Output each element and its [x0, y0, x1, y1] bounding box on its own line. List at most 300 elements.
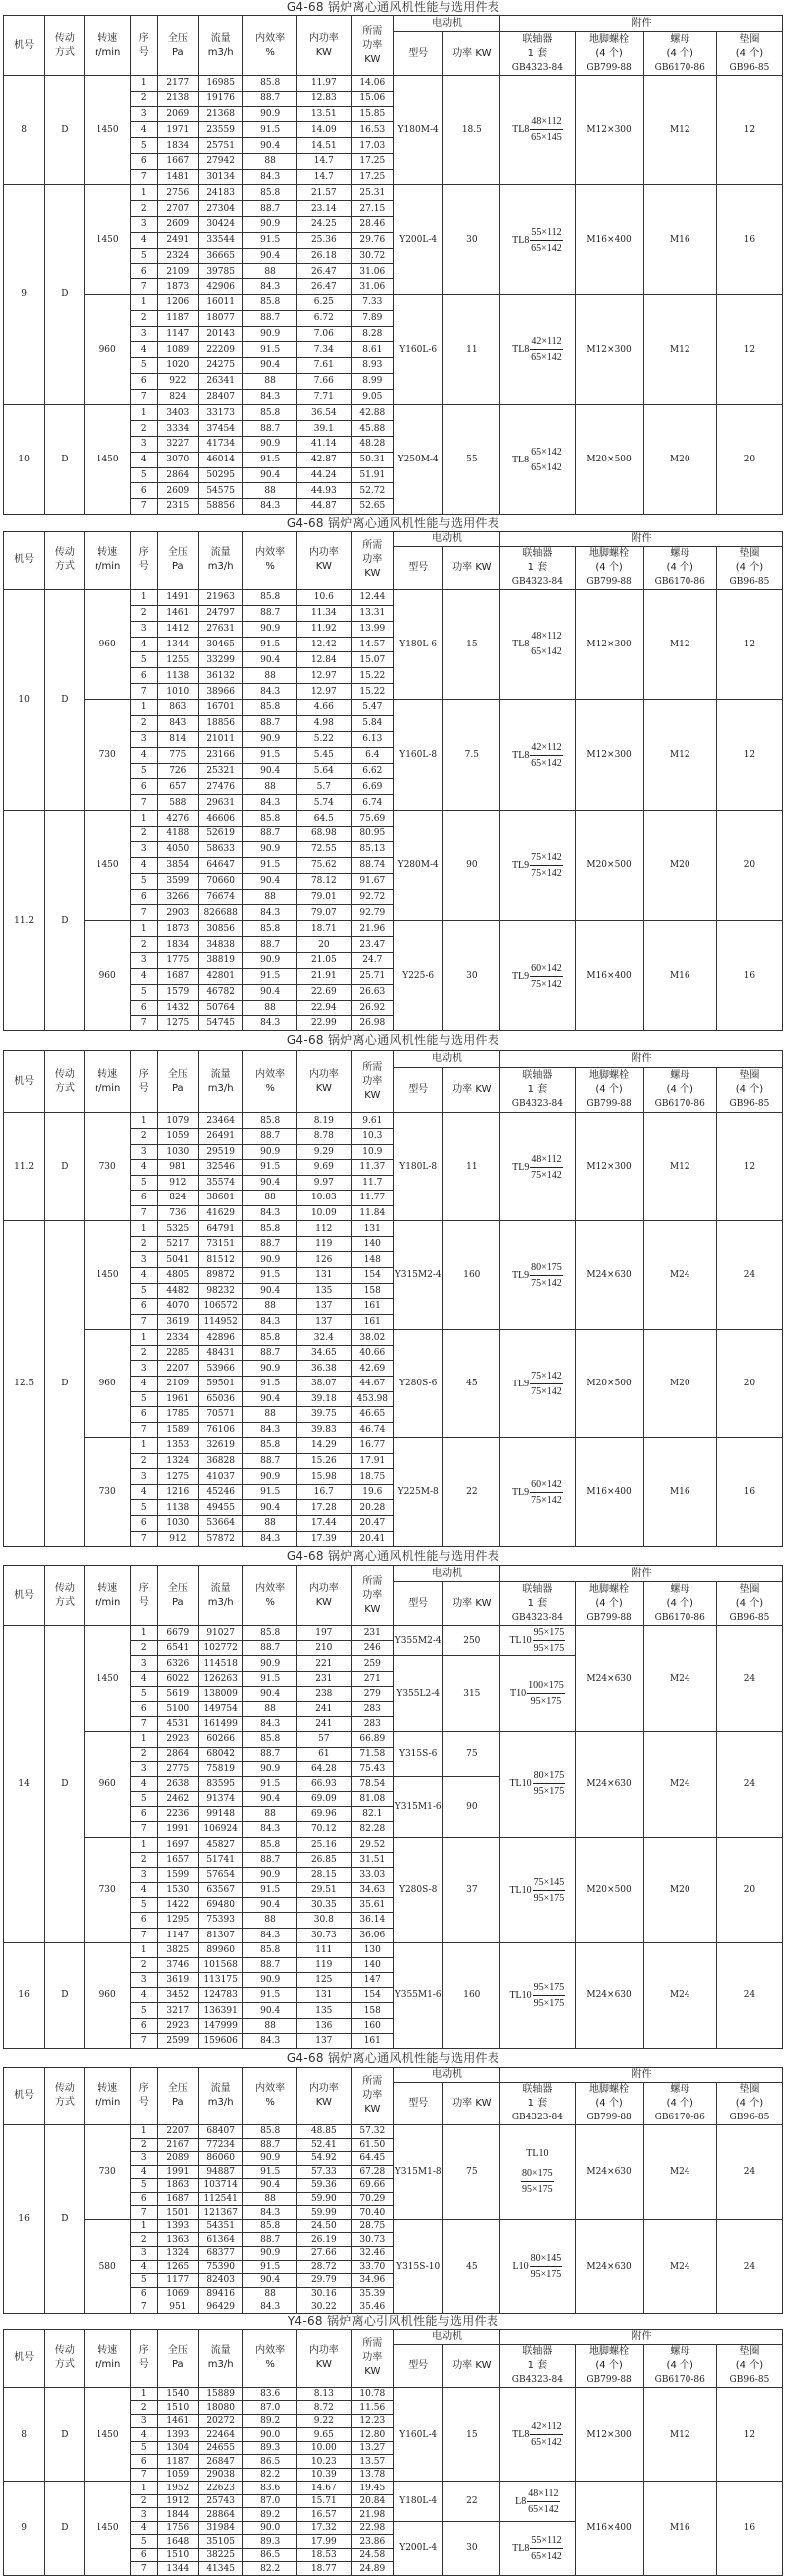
internal-power: 8.78 [296, 1128, 351, 1144]
coupling-driven-end: 65×142 [531, 757, 562, 769]
required-power: 271 [351, 1671, 393, 1686]
speed-rpm: 730 [85, 2124, 130, 2219]
coupling-driven-end: 95×175 [522, 2183, 553, 2195]
total-pressure: 3854 [157, 857, 198, 873]
col-drive-line: 传动 [54, 1068, 75, 1080]
efficiency: 90.9 [243, 217, 297, 233]
required-power: 21.96 [351, 921, 393, 937]
coupling-spec [512, 226, 563, 255]
col-seq-line: 序 [138, 1582, 149, 1594]
efficiency: 88.7 [243, 201, 297, 217]
required-power: 35.46 [351, 2300, 393, 2314]
required-power: 44.67 [351, 1376, 393, 1391]
coupling-driven-end: 95×175 [530, 2269, 562, 2281]
efficiency: 90.4 [243, 873, 297, 889]
col-efficiency-line: % [265, 561, 275, 573]
washer: 24 [716, 1942, 782, 2048]
efficiency: 85.8 [243, 921, 297, 937]
motor-model: Y180L-6 [393, 589, 443, 699]
flow-rate: 121367 [198, 2206, 242, 2220]
required-power: 23.86 [351, 2535, 393, 2549]
seq-no: 5 [130, 763, 157, 779]
col-drive-line: 传动 [54, 32, 75, 44]
anchor-bolt: M24×630 [575, 2219, 643, 2313]
flow-rate: 124783 [198, 1988, 242, 2003]
total-pressure: 657 [157, 779, 198, 795]
required-power: 70.40 [351, 2206, 393, 2220]
total-pressure: 1971 [157, 122, 198, 138]
motor-power: 37 [443, 1837, 500, 1942]
efficiency: 85.8 [243, 1626, 297, 1641]
flow-rate: 58856 [198, 499, 242, 515]
seq-no: 1 [130, 1330, 157, 1346]
efficiency: 90.4 [243, 248, 297, 264]
col-pressure [157, 1051, 198, 1113]
col-washer [716, 1068, 782, 1113]
seq-no: 2 [130, 1641, 157, 1656]
coupling-fraction [530, 2420, 562, 2449]
total-pressure: 2462 [157, 1792, 198, 1807]
col-pressure [157, 531, 198, 589]
efficiency: 85.8 [243, 1438, 297, 1454]
total-pressure: 2864 [157, 1747, 198, 1761]
internal-power: 17.32 [296, 2521, 351, 2535]
col-coupling [500, 2082, 575, 2124]
coupling-model: TL8 [512, 639, 530, 650]
total-pressure: 1834 [157, 138, 198, 154]
col-seq [130, 531, 157, 589]
motor-power: 11 [443, 1113, 500, 1221]
seq-no: 1 [130, 589, 157, 605]
coupling-cell [500, 1837, 575, 1942]
col-anchor-bolt [575, 2082, 643, 2124]
table-row [4, 76, 783, 92]
motor-power: 75 [443, 2124, 500, 2219]
seq-no: 1 [130, 700, 157, 716]
coupling-fraction [530, 851, 563, 880]
anchor-bolt: M24×630 [575, 1942, 643, 2048]
internal-power: 14.7 [296, 169, 351, 185]
col-washer-line: GB96-85 [729, 2374, 770, 2385]
total-pressure: 1697 [157, 1837, 198, 1852]
col-motor-power-label: 功率 KW [452, 2097, 491, 2109]
seq-no: 4 [130, 2260, 157, 2274]
flow-rate: 18080 [198, 2401, 242, 2415]
coupling-spec [512, 851, 563, 880]
col-speed-line: 转速 [98, 1582, 118, 1594]
total-pressure: 2089 [157, 2152, 198, 2166]
coupling-drive-end: 55×112 [530, 2534, 562, 2549]
efficiency: 90.4 [243, 1792, 297, 1807]
total-pressure: 2491 [157, 232, 198, 248]
coupling-spec [512, 1370, 563, 1398]
internal-power: 39.1 [296, 421, 351, 437]
efficiency: 91.5 [243, 452, 297, 467]
seq-no: 1 [130, 1626, 157, 1641]
table-row [4, 294, 783, 310]
col-efficiency-line: 内效率 [255, 547, 286, 559]
col-nut-line: (4 个) [666, 1084, 693, 1096]
seq-no: 7 [130, 2562, 157, 2576]
coupling-fraction [521, 2167, 554, 2196]
internal-power: 44.24 [296, 467, 351, 483]
internal-power: 59.36 [296, 2179, 351, 2193]
efficiency: 86.5 [243, 2455, 297, 2469]
coupling-fraction [533, 1626, 566, 1655]
col-seq-line: 序 [138, 1068, 149, 1080]
coupling-model: TL10 [526, 2147, 549, 2159]
coupling-model: TL8 [512, 749, 530, 761]
seq-no: 7 [130, 1015, 157, 1031]
total-pressure: 5619 [157, 1686, 198, 1701]
speed-rpm: 960 [85, 294, 130, 404]
flow-rate: 68377 [198, 2247, 242, 2261]
efficiency: 85.8 [243, 76, 297, 92]
required-power: 20.41 [351, 1531, 393, 1547]
coupling-spec [509, 1981, 565, 2010]
efficiency: 90.9 [243, 621, 297, 637]
col-internal-power-line: KW [315, 2359, 332, 2371]
nut: M24 [643, 1626, 716, 1732]
total-pressure: 3452 [157, 1988, 198, 2003]
internal-power: 70.12 [296, 1822, 351, 1837]
efficiency: 85.8 [243, 294, 297, 310]
internal-power: 39.18 [296, 1391, 351, 1407]
total-pressure: 912 [157, 1175, 198, 1191]
required-power: 22.98 [351, 2521, 393, 2535]
col-seq [130, 2329, 157, 2387]
seq-no: 6 [130, 2455, 157, 2469]
performance-table [3, 2067, 783, 2314]
internal-power: 137 [296, 1299, 351, 1315]
flow-rate: 23559 [198, 122, 242, 138]
col-washer-line: (4 个) [735, 2097, 764, 2109]
required-power: 13.57 [351, 2455, 393, 2469]
col-motor-power [443, 2082, 500, 2124]
efficiency: 90.9 [243, 436, 297, 452]
col-anchor-bolt-line: GB799-88 [586, 2112, 632, 2122]
flow-rate: 36132 [198, 668, 242, 684]
efficiency: 88 [243, 1516, 297, 1532]
col-efficiency-line: % [265, 1082, 275, 1094]
flow-rate: 42906 [198, 279, 242, 295]
machine-no: 9 [4, 185, 45, 405]
total-pressure: 2903 [157, 905, 198, 921]
total-pressure: 1461 [157, 605, 198, 621]
total-pressure: 1844 [157, 2508, 198, 2522]
coupling-fraction [530, 226, 562, 255]
internal-power: 78.12 [296, 873, 351, 889]
seq-no: 5 [130, 1175, 157, 1191]
required-power: 24.89 [351, 2562, 393, 2576]
efficiency: 85.8 [243, 1942, 297, 1957]
seq-no: 3 [130, 1469, 157, 1485]
col-seq [130, 1051, 157, 1113]
col-seq [130, 16, 157, 76]
total-pressure: 3619 [157, 1314, 198, 1330]
efficiency: 88.7 [243, 421, 297, 437]
col-drive-line: 传动 [54, 2345, 75, 2357]
col-flow-line: m3/h [207, 2097, 234, 2109]
total-pressure: 2138 [157, 91, 198, 106]
speed-rpm: 730 [85, 1113, 130, 1221]
required-power: 6.13 [351, 731, 393, 747]
seq-no: 1 [130, 2219, 157, 2233]
efficiency: 88 [243, 889, 297, 905]
coupling-drive-end: 48×112 [530, 115, 562, 130]
coupling-driven-end: 75×142 [531, 867, 562, 879]
total-pressure: 3746 [157, 1957, 198, 1972]
flow-rate: 33173 [198, 405, 242, 421]
required-power: 52.65 [351, 499, 393, 515]
total-pressure: 1138 [157, 1500, 198, 1516]
col-group-motor-label: 电动机 [432, 17, 463, 29]
table-header [4, 1051, 783, 1113]
col-flow-line: m3/h [207, 1082, 234, 1094]
col-motor-power-label: 功率 KW [452, 2359, 491, 2371]
col-internal-power-line: 内功率 [308, 2345, 339, 2357]
efficiency: 83.6 [243, 2482, 297, 2495]
table-row [4, 1221, 783, 1237]
required-power: 64.45 [351, 2152, 393, 2166]
seq-no: 4 [130, 1484, 157, 1500]
internal-power: 14.09 [296, 122, 351, 138]
efficiency: 88.7 [243, 2233, 297, 2247]
motor-model: Y280S-6 [393, 1330, 443, 1438]
col-coupling-line: 1 套 [527, 47, 548, 59]
total-pressure: 1363 [157, 2233, 198, 2247]
table-title: G4-68 锅炉离心通风机性能与选用件表 [286, 2050, 500, 2065]
required-power: 158 [351, 2003, 393, 2018]
seq-no: 7 [130, 1531, 157, 1547]
internal-power: 28.15 [296, 1867, 351, 1882]
table-header [4, 1566, 783, 1626]
total-pressure: 1952 [157, 2482, 198, 2495]
flow-rate: 76674 [198, 889, 242, 905]
required-power: 24.7 [351, 953, 393, 969]
seq-no: 2 [130, 715, 157, 731]
coupling-spec [515, 2487, 559, 2516]
flow-rate: 27476 [198, 779, 242, 795]
table-body [4, 1113, 783, 1547]
required-power: 34.96 [351, 2274, 393, 2288]
motor-model: Y315M1-6 [393, 1776, 443, 1837]
total-pressure: 1657 [157, 1852, 198, 1867]
speed-rpm: 1450 [85, 1221, 130, 1330]
motor-model: Y200L-4 [393, 2521, 443, 2575]
col-group-motor-label: 电动机 [432, 2068, 463, 2080]
efficiency: 91.5 [243, 1484, 297, 1500]
coupling-cell [500, 405, 575, 514]
internal-power: 23.14 [296, 201, 351, 217]
total-pressure: 1648 [157, 2535, 198, 2549]
efficiency: 88 [243, 2192, 297, 2206]
col-efficiency-line: 内效率 [255, 1068, 286, 1080]
flow-rate: 30134 [198, 169, 242, 185]
col-machine-no-label: 机号 [14, 1589, 35, 1601]
flow-rate: 46606 [198, 811, 242, 827]
nut: M12 [643, 700, 716, 811]
efficiency: 85.8 [243, 1113, 297, 1129]
internal-power: 26.47 [296, 279, 351, 295]
efficiency: 91.5 [243, 747, 297, 763]
col-flow-line: 流量 [210, 2083, 231, 2095]
flow-rate: 29519 [198, 1144, 242, 1160]
washer: 20 [716, 405, 782, 514]
table-header [4, 531, 783, 589]
anchor-bolt: M24×630 [575, 1221, 643, 1330]
coupling-drive-end: 48×112 [530, 630, 562, 644]
seq-no: 6 [130, 1407, 157, 1423]
total-pressure: 2864 [157, 467, 198, 483]
efficiency: 90.4 [243, 2003, 297, 2018]
anchor-bolt: M12×300 [575, 2387, 643, 2482]
nut: M24 [643, 1942, 716, 2048]
speed-rpm: 1450 [85, 76, 130, 185]
col-required-power-line: 所需 [362, 25, 383, 37]
required-power: 33.03 [351, 1867, 393, 1882]
total-pressure: 1863 [157, 2179, 198, 2193]
required-power: 35.39 [351, 2287, 393, 2300]
efficiency: 84.3 [243, 1015, 297, 1031]
seq-no: 4 [130, 1671, 157, 1686]
total-pressure: 1873 [157, 921, 198, 937]
required-power: 259 [351, 1656, 393, 1671]
col-efficiency-line: 内效率 [255, 2083, 286, 2095]
efficiency: 90.0 [243, 2521, 297, 2535]
performance-table [3, 15, 783, 515]
internal-power: 79.07 [296, 905, 351, 921]
internal-power: 9.97 [296, 1175, 351, 1191]
seq-no: 1 [130, 76, 157, 92]
total-pressure: 1304 [157, 2441, 198, 2455]
required-power: 61.50 [351, 2138, 393, 2152]
total-pressure: 3334 [157, 421, 198, 437]
required-power: 140 [351, 1957, 393, 1972]
internal-power: 5.22 [296, 731, 351, 747]
internal-power: 9.22 [296, 2414, 351, 2428]
col-anchor-bolt-line: 地脚螺栓 [589, 1070, 630, 1082]
required-power: 16.53 [351, 122, 393, 138]
seq-no: 5 [130, 1898, 157, 1913]
internal-power: 30.8 [296, 1913, 351, 1928]
efficiency: 88.7 [243, 605, 297, 621]
coupling-model: TL9 [511, 970, 530, 982]
internal-power: 79.01 [296, 889, 351, 905]
efficiency: 90.4 [243, 1175, 297, 1191]
required-power: 6.69 [351, 779, 393, 795]
efficiency: 84.3 [243, 2033, 297, 2048]
efficiency: 88 [243, 1299, 297, 1315]
col-anchor-bolt-line: GB799-88 [586, 62, 632, 73]
efficiency: 90.4 [243, 1500, 297, 1516]
col-motor-model-label: 型号 [408, 561, 429, 573]
flow-rate: 83595 [198, 1776, 242, 1791]
flow-rate: 101568 [198, 1957, 242, 1972]
flow-rate: 41629 [198, 1205, 242, 1221]
seq-no: 3 [130, 841, 157, 857]
efficiency: 90.9 [243, 1656, 297, 1671]
col-washer [716, 546, 782, 589]
table-title: G4-68 锅炉离心通风机性能与选用件表 [286, 0, 500, 14]
col-nut-line: 螺母 [670, 2083, 690, 2095]
col-required-power-line: KW [364, 2104, 381, 2116]
required-power: 69.66 [351, 2179, 393, 2193]
nut: M12 [643, 294, 716, 404]
coupling-drive-end: 42×112 [530, 741, 562, 756]
flow-rate: 18856 [198, 715, 242, 731]
required-power: 20.47 [351, 1516, 393, 1532]
coupling-spec [512, 2252, 562, 2281]
coupling-model: TL8 [512, 124, 530, 136]
internal-power: 136 [296, 2018, 351, 2033]
efficiency: 91.5 [243, 342, 297, 358]
seq-no: 7 [130, 389, 157, 405]
seq-no: 6 [130, 1807, 157, 1822]
col-coupling-line: GB4323-84 [511, 2374, 563, 2385]
coupling-spec [512, 335, 563, 364]
seq-no: 7 [130, 2468, 157, 2482]
internal-power: 69.96 [296, 1807, 351, 1822]
seq-no: 5 [130, 138, 157, 154]
total-pressure: 1461 [157, 2414, 198, 2428]
col-required-power-line: KW [364, 1089, 381, 1101]
col-pressure-line: 全压 [167, 1582, 188, 1594]
internal-power: 9.69 [296, 1160, 351, 1176]
flow-rate: 42801 [198, 968, 242, 984]
drive-type: D [45, 811, 85, 1031]
seq-no: 6 [130, 1701, 157, 1716]
flow-rate: 24655 [198, 2441, 242, 2455]
flow-rate: 54745 [198, 1015, 242, 1031]
flow-rate: 25743 [198, 2494, 242, 2508]
flow-rate: 75819 [198, 1761, 242, 1776]
flow-rate: 26847 [198, 2455, 242, 2469]
total-pressure: 775 [157, 747, 198, 763]
flow-rate: 60266 [198, 1732, 242, 1747]
internal-power: 8.72 [296, 2401, 351, 2415]
total-pressure: 1010 [157, 684, 198, 700]
total-pressure: 2167 [157, 2138, 198, 2152]
internal-power: 25.36 [296, 232, 351, 248]
total-pressure: 824 [157, 1191, 198, 1206]
internal-power: 210 [296, 1641, 351, 1656]
table-row [4, 1330, 783, 1346]
flow-rate: 41037 [198, 1469, 242, 1485]
required-power: 45.88 [351, 421, 393, 437]
efficiency: 88.7 [243, 1852, 297, 1867]
internal-power: 17.99 [296, 2535, 351, 2549]
speed-rpm: 960 [85, 1330, 130, 1438]
total-pressure: 3599 [157, 873, 198, 889]
flow-rate: 103714 [198, 2179, 242, 2193]
coupling-cell [500, 1942, 575, 2048]
seq-no: 1 [130, 185, 157, 201]
speed-rpm: 1450 [85, 811, 130, 921]
internal-power: 52.41 [296, 2138, 351, 2152]
motor-power: 30 [443, 185, 500, 294]
motor-power: 22 [443, 2482, 500, 2522]
seq-no: 4 [130, 232, 157, 248]
col-internal-power [296, 1566, 351, 1626]
seq-no: 5 [130, 873, 157, 889]
col-efficiency [243, 531, 297, 589]
internal-power: 11.34 [296, 605, 351, 621]
col-group-motor [393, 1566, 499, 1582]
required-power: 10.78 [351, 2387, 393, 2401]
coupling-drive-end: 80×175 [530, 1261, 563, 1276]
seq-no: 5 [130, 1500, 157, 1516]
